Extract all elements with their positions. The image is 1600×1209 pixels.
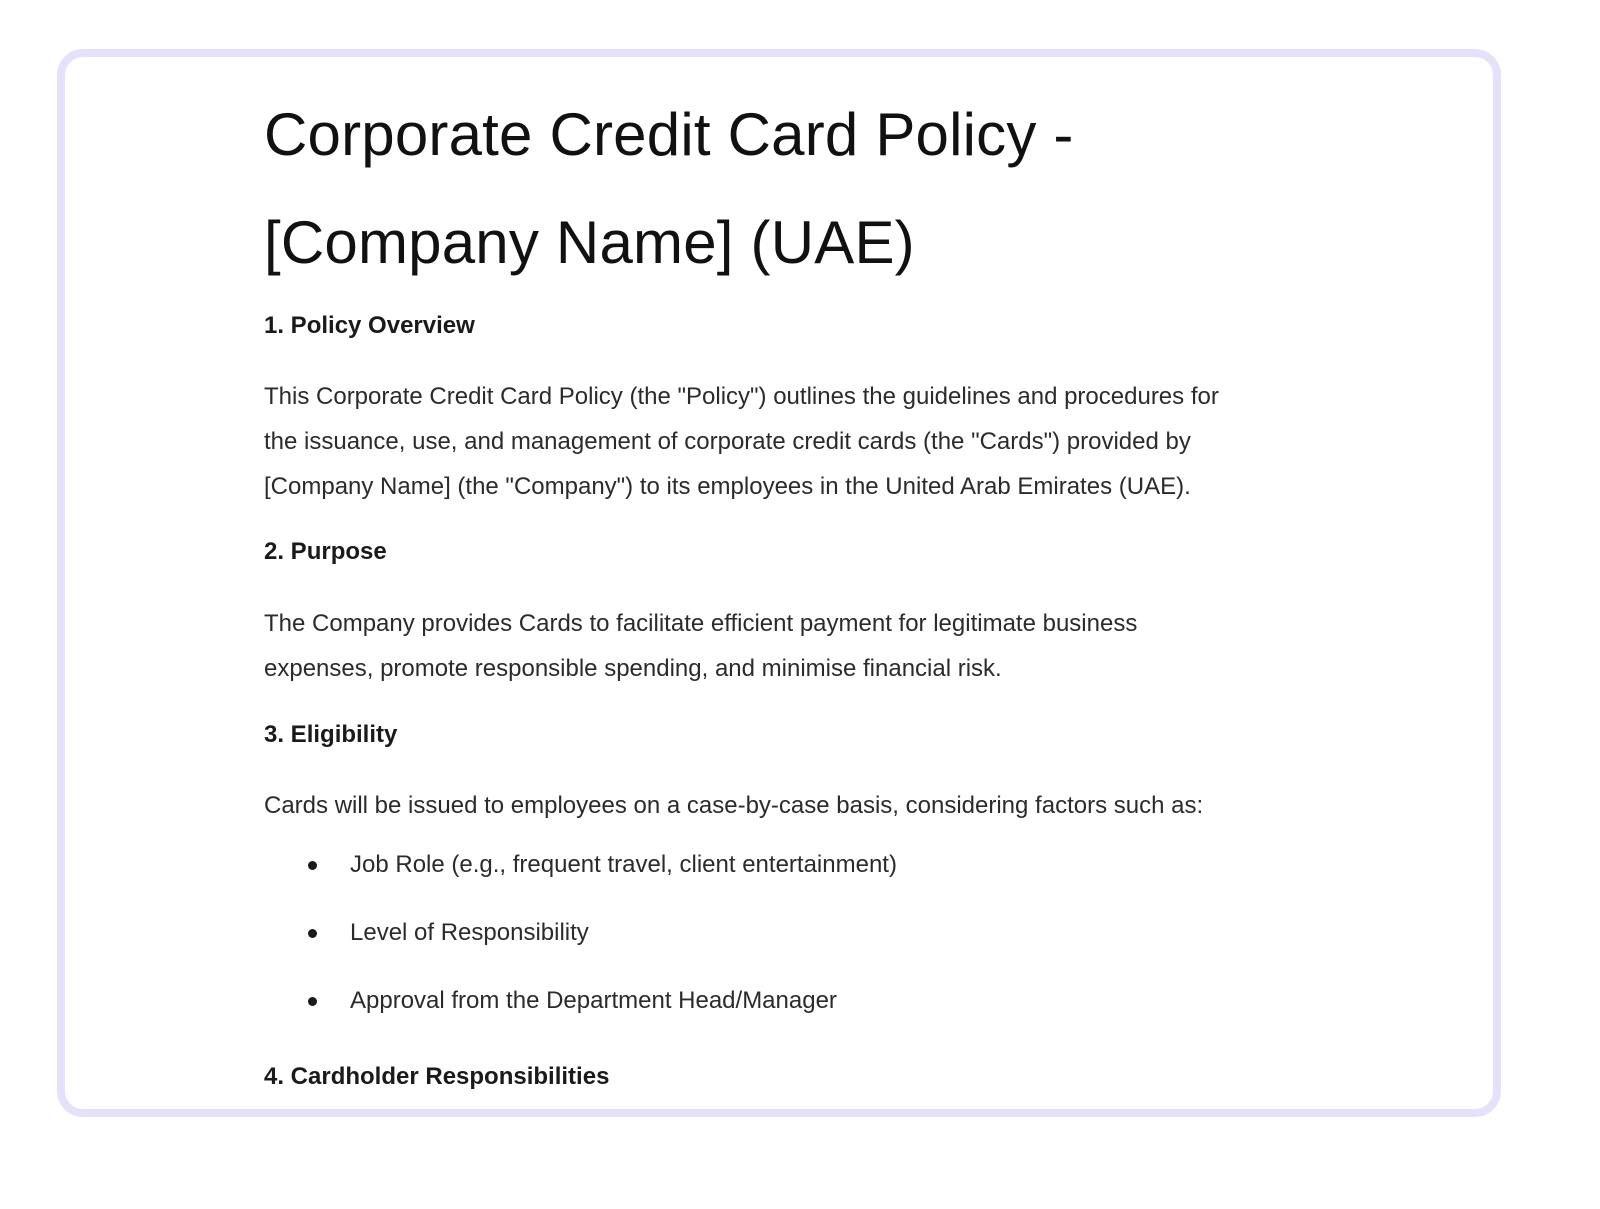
list-item bbox=[308, 919, 589, 947]
paragraph-line: Cards will be issued to employees on a case-by-case basis, considering factors such as: bbox=[264, 792, 1204, 819]
section-heading-cardholder-responsibilities: 4. Cardholder Responsibilities bbox=[264, 1063, 610, 1090]
bullet-icon bbox=[308, 997, 317, 1006]
section-heading-eligibility: 3. Eligibility bbox=[264, 721, 398, 748]
list-item bbox=[308, 851, 897, 879]
title-line-2: [Company Name] (UAE) bbox=[264, 209, 915, 276]
section-heading-policy-overview: 1. Policy Overview bbox=[264, 312, 475, 339]
section-paragraph-purpose bbox=[264, 601, 1137, 691]
paragraph-line: the issuance, use, and management of corporate credit cards (the "Cards") provided by bbox=[264, 428, 1191, 455]
list-item-text: Level of Responsibility bbox=[350, 919, 589, 946]
document-title bbox=[264, 81, 1344, 297]
paragraph-line: The Company provides Cards to facilitate efficient payment for legitimate business bbox=[264, 610, 1138, 637]
document-frame bbox=[57, 49, 1501, 1117]
list-item-text: Job Role (e.g., frequent travel, client entertainment) bbox=[350, 851, 897, 878]
section-paragraph-eligibility bbox=[264, 783, 1203, 828]
bullet-icon bbox=[308, 929, 317, 938]
title-line-1: Corporate Credit Card Policy - bbox=[264, 101, 1074, 168]
list-item bbox=[308, 987, 837, 1015]
list-item-text: Approval from the Department Head/Manager bbox=[350, 987, 837, 1014]
paragraph-line: [Company Name] (the "Company") to its employees in the United Arab Emirates (UAE). bbox=[264, 473, 1191, 500]
paragraph-line: This Corporate Credit Card Policy (the "Policy") outlines the guidelines and procedures for bbox=[264, 383, 1219, 410]
bullet-icon bbox=[308, 861, 317, 870]
section-paragraph-policy-overview bbox=[264, 374, 1219, 509]
paragraph-line: expenses, promote responsible spending, and minimise financial risk. bbox=[264, 655, 1002, 682]
section-heading-purpose: 2. Purpose bbox=[264, 538, 387, 565]
